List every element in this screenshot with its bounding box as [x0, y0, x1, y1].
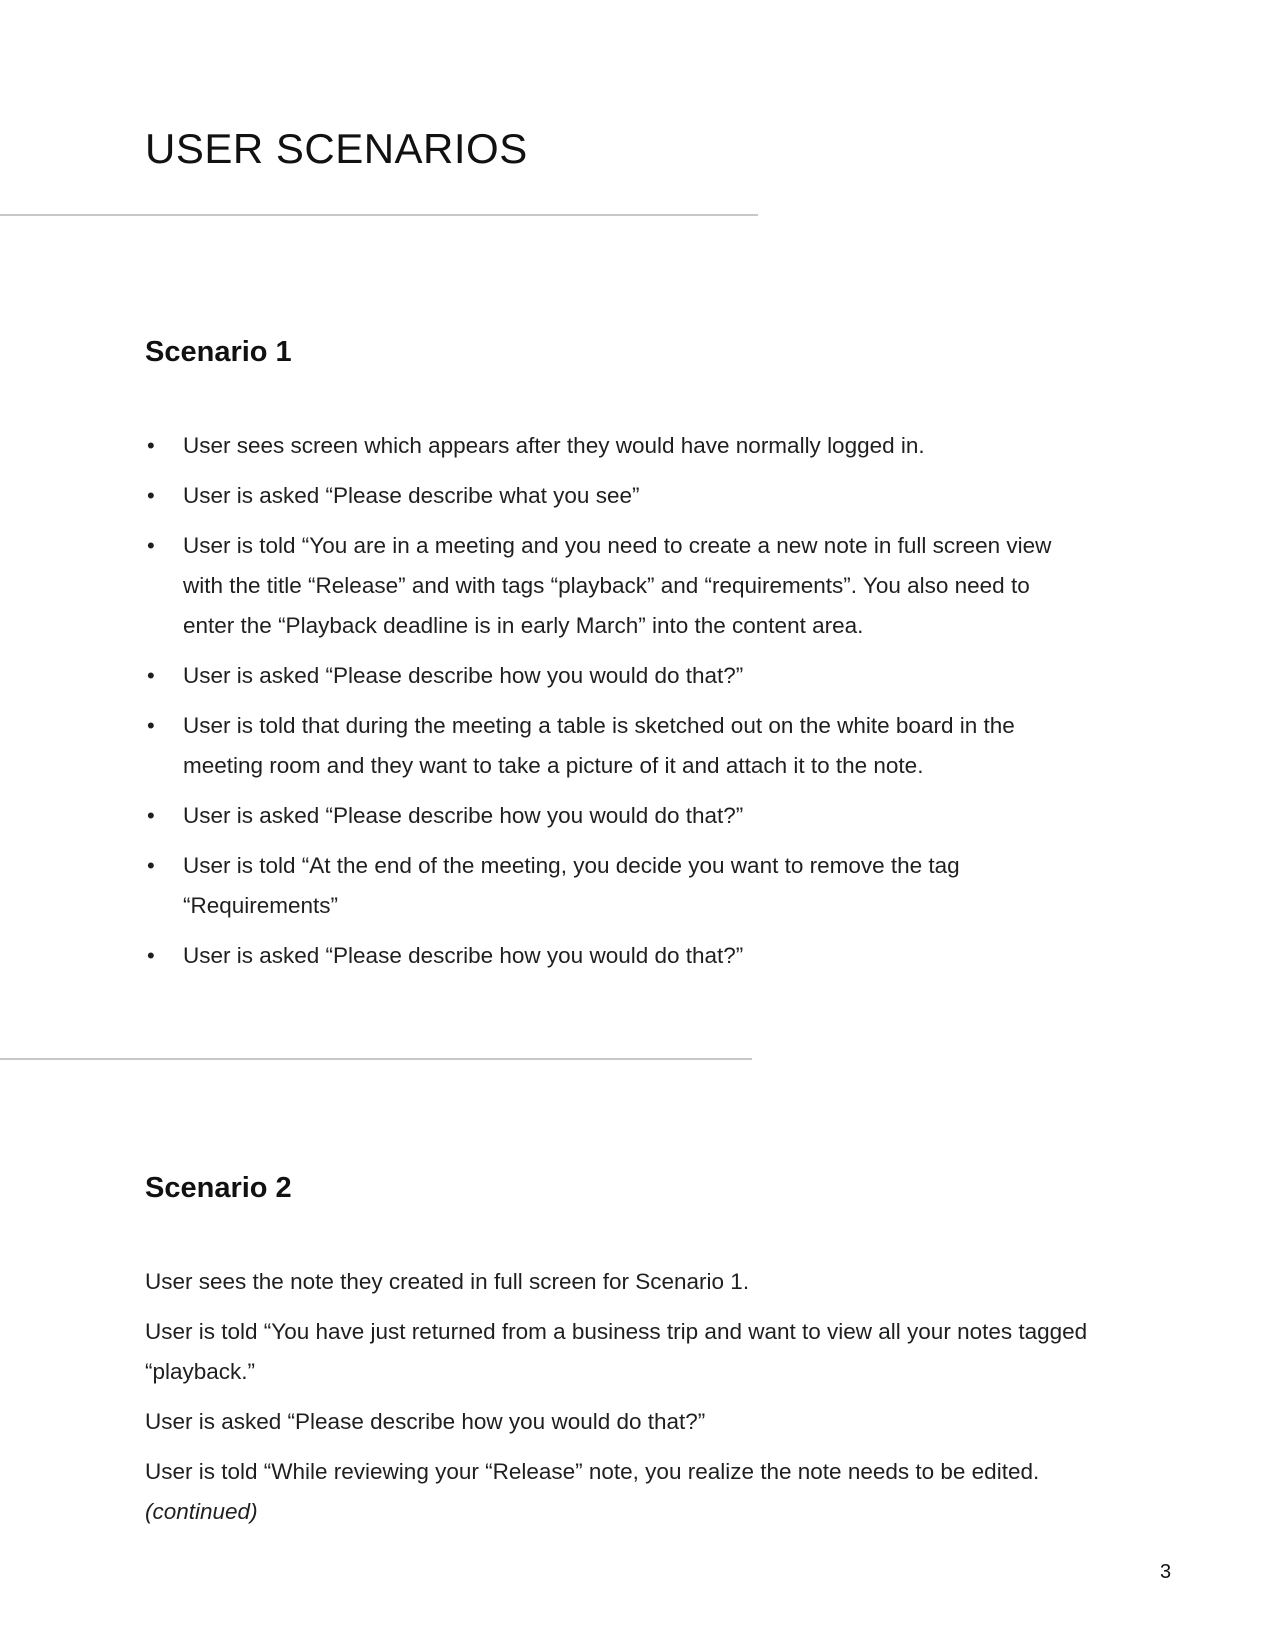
list-item-text: User sees screen which appears after they would have normally logged in. — [183, 433, 925, 458]
list-item-text: User is asked “Please describe how you would do that?” — [183, 803, 744, 828]
bullet-icon: • — [147, 483, 155, 508]
page-title: USER SCENARIOS — [145, 125, 528, 172]
continued-note: (continued) — [145, 1499, 258, 1524]
bullet-icon: • — [147, 803, 155, 828]
list-item — [145, 936, 1075, 976]
bullet-icon: • — [147, 433, 155, 458]
bullet-icon: • — [147, 533, 155, 558]
list-item — [145, 526, 1075, 646]
paragraph: User is told “You have just returned from a business trip and want to view all your notes tagged “playback.” — [145, 1319, 1088, 1384]
paragraph — [145, 1452, 1105, 1532]
scenario-2-heading: Scenario 2 — [145, 1172, 292, 1204]
list-item — [145, 476, 1075, 516]
list-item-text: User is told “At the end of the meeting, you decide you want to remove the tag “Requirements” — [183, 853, 960, 918]
list-item-text: User is asked “Please describe how you would do that?” — [183, 943, 744, 968]
paragraph-text: User is told “While reviewing your “Release” note, you realize the note needs to be edited. — [145, 1459, 1040, 1484]
paragraph: User is asked “Please describe how you would do that?” — [145, 1409, 706, 1434]
scenario-2-body — [145, 1262, 1105, 1542]
bullet-icon: • — [147, 943, 155, 968]
list-item-text: User is asked “Please describe how you would do that?” — [183, 663, 744, 688]
paragraph: User sees the note they created in full screen for Scenario 1. — [145, 1269, 750, 1294]
title-divider — [0, 214, 758, 216]
list-item — [145, 796, 1075, 836]
scenario-1-list — [145, 426, 1075, 986]
list-item-text: User is asked “Please describe what you see” — [183, 483, 640, 508]
list-item — [145, 426, 1075, 466]
list-item — [145, 846, 1075, 926]
bullet-icon: • — [147, 713, 155, 738]
page-number: 3 — [1160, 1561, 1172, 1583]
list-item — [145, 656, 1075, 696]
list-item-text: User is told that during the meeting a table is sketched out on the white board in the meeting room and they want to take a picture of it and attach it to the note. — [183, 713, 1015, 778]
section-divider — [0, 1058, 752, 1060]
scenario-1-heading: Scenario 1 — [145, 336, 292, 368]
list-item-text: User is told “You are in a meeting and you need to create a new note in full screen view with the title “Release” and with tags “playback” and “requirements”. You also need to enter the “Playback deadline is in early March” into the content area. — [183, 533, 1052, 638]
list-item — [145, 706, 1075, 786]
bullet-icon: • — [147, 663, 155, 688]
bullet-icon: • — [147, 853, 155, 878]
